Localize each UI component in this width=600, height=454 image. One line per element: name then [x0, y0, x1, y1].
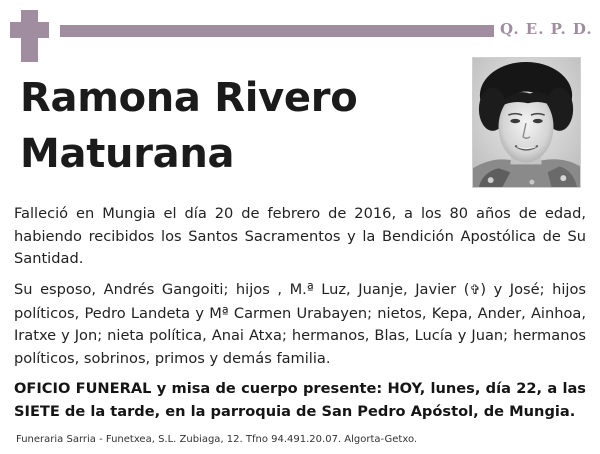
death-notice-paragraph: Falleció en Mungia el día 20 de febrero de 2016, a los 80 años de edad, habiendo recibidos los Santos Sacramentos y la Bendición Apostólica de Su Santidad. — [14, 205, 586, 267]
portrait-photo-image — [473, 58, 580, 187]
deceased-cross-icon: ✞ — [469, 283, 481, 298]
family-text-after-cross: ) y José; hijos políticos, Pedro Landeta y Mª Carmen Urabayen; nietos, Kepa, Ander, Ainhoa, Iratxe y Jon; nieta política, Anai Atxa; hermanos, Blas, Lucía y Juan; hermanos políticos, sobrinos, primos y demás familia. — [14, 281, 586, 367]
deceased-name — [20, 70, 460, 182]
rip-label: Q. E. P. D. — [500, 20, 593, 38]
portrait-photo — [472, 57, 581, 188]
funeral-home-footer: Funeraria Sarria - Funetxea, S.L. Zubiaga, 12. Tfno 94.491.20.07. Algorta-Getxo. — [16, 434, 418, 445]
deceased-name-line1: Ramona Rivero — [20, 75, 358, 121]
family-paragraph — [14, 279, 586, 370]
cross-horizontal-bar — [10, 22, 49, 38]
funeral-paragraph: OFICIO FUNERAL y misa de cuerpo presente: HOY, lunes, día 22, a las SIETE de la tarde, en la parroquia de San Pedro Apóstol, de Mungia. — [14, 380, 586, 420]
deceased-name-line2: Maturana — [20, 131, 235, 177]
family-text-before-cross: Su esposo, Andrés Gangoiti; hijos , M.ª Luz, Juanje, Javier ( — [14, 281, 470, 298]
header-divider-bar — [60, 25, 494, 37]
